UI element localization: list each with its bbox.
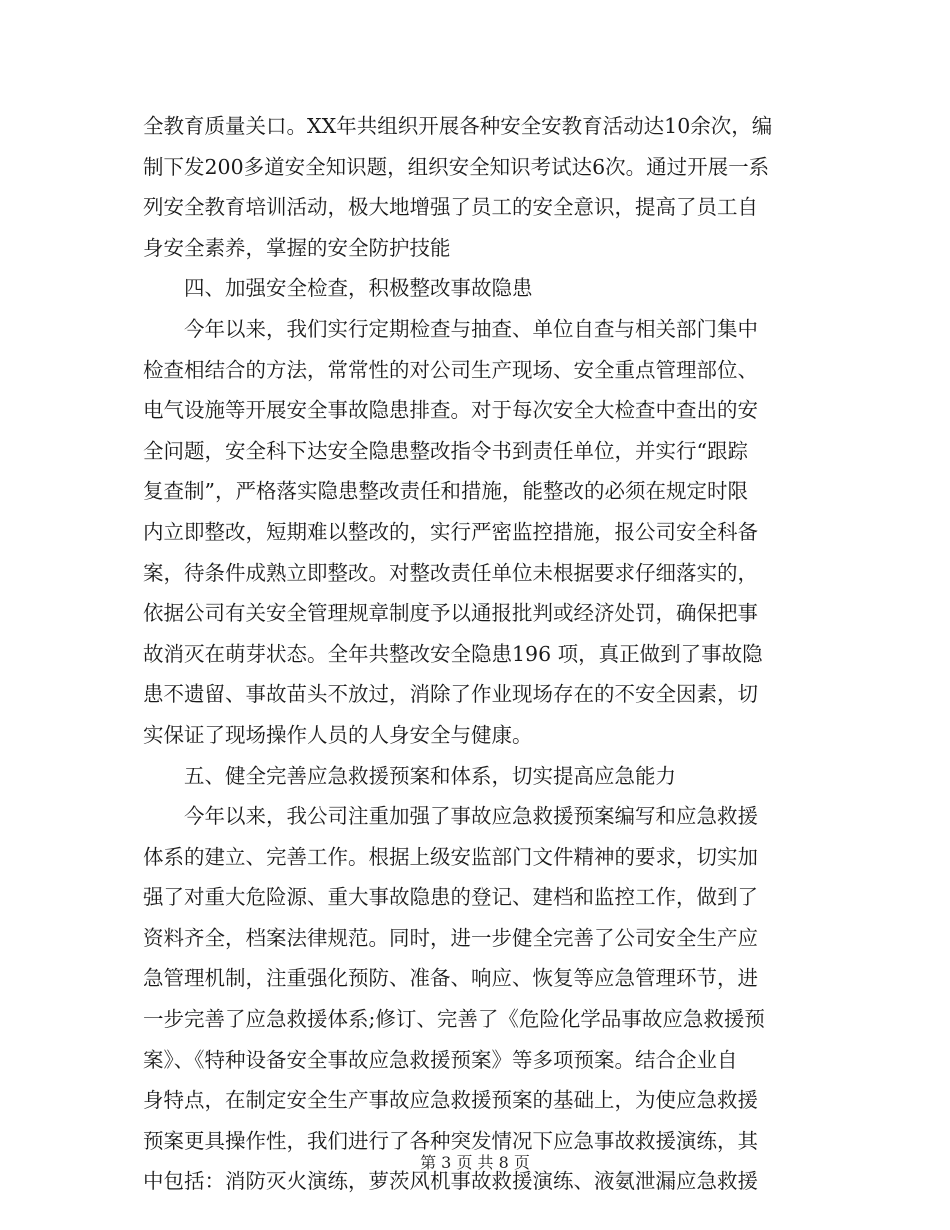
text-line: 案》、《特种设备安全事故应急救援预案》等多项预案。结合企业自 bbox=[143, 1047, 738, 1072]
text-line: 身特点，在制定安全生产事故应急救援预案的基础上，为使应急救援 bbox=[143, 1088, 758, 1113]
body-text bbox=[143, 106, 813, 1202]
text-line: 实保证了现场操作人员的人身安全与健康。 bbox=[143, 722, 533, 747]
text-line: 今年以来，我公司注重加强了事故应急救援预案编写和应急救援 bbox=[184, 804, 758, 829]
text-line: 四、加强安全检查，积极整改事故隐患 bbox=[184, 276, 533, 301]
text-line: 今年以来，我们实行定期检查与抽查、单位自查与相关部门集中 bbox=[184, 316, 758, 341]
text-line: 复查制”，严格落实隐患整改责任和措施，能整改的必须在规定时限 bbox=[143, 479, 748, 504]
text-line: 预案更具操作性，我们进行了各种突发情况下应急事故救援演练，其 bbox=[143, 1128, 758, 1153]
text-line: 检查相结合的方法，常常性的对公司生产现场、安全重点管理部位、 bbox=[143, 357, 758, 382]
text-line: 列安全教育培训活动，极大地增强了员工的安全意识，提高了员工自 bbox=[143, 195, 758, 220]
text-line: 五、健全完善应急救援预案和体系，切实提高应急能力 bbox=[184, 763, 676, 788]
page-number: 第 3 页 共 8 页 bbox=[420, 1153, 530, 1172]
text-line: 体系的建立、完善工作。根据上级安监部门文件精神的要求，切实加 bbox=[143, 844, 758, 869]
text-line: 内立即整改，短期难以整改的，实行严密监控措施，报公司安全科备 bbox=[143, 519, 758, 544]
text-line: 故消灭在萌芽状态。全年共整改安全隐患196 项，真正做到了事故隐 bbox=[143, 641, 763, 666]
text-line: 身安全素养，掌握的安全防护技能 bbox=[143, 235, 451, 260]
text-line: 资料齐全，档案法律规范。同时，进一步健全完善了公司安全生产应 bbox=[143, 925, 758, 950]
text-line: 全教育质量关口。XX年共组织开展各种安全安教育活动达10余次，编 bbox=[143, 114, 773, 138]
text-line: 强了对重大危险源、重大事故隐患的登记、建档和监控工作，做到了 bbox=[143, 885, 758, 910]
text-line: 案，待条件成熟立即整改。对整改责任单位未根据要求仔细落实的， bbox=[143, 560, 758, 585]
text-line: 急管理机制，注重强化预防、准备、响应、恢复等应急管理环节，进 bbox=[143, 966, 758, 991]
text-line: 一步完善了应急救援体系;修订、完善了《危险化学品事故应急救援预 bbox=[143, 1007, 765, 1032]
text-line: 依据公司有关安全管理规章制度予以通报批判或经济处罚，确保把事 bbox=[143, 601, 758, 626]
text-line: 中包括：消防灭火演练，萝茨风机事故救援演练、液氨泄漏应急救援 bbox=[143, 1169, 758, 1194]
text-line: 全问题，安全科下达安全隐患整改指令书到责任单位，并实行“跟踪 bbox=[143, 438, 748, 463]
text-line: 制下发200多道安全知识题，组织安全知识考试达6次。通过开展一系 bbox=[143, 154, 770, 179]
text-line: 患不遗留、事故苗头不放过，消除了作业现场存在的不安全因素，切 bbox=[143, 682, 758, 707]
text-line: 电气设施等开展安全事故隐患排查。对于每次安全大检查中查出的安 bbox=[143, 398, 758, 423]
